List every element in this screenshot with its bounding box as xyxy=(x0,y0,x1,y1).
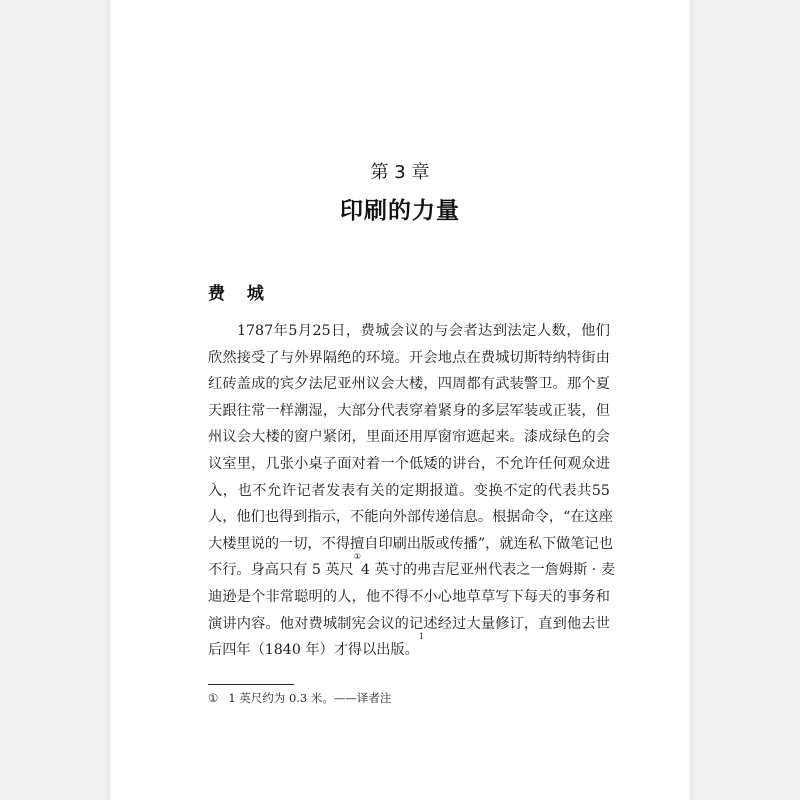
body-paragraph xyxy=(208,318,615,664)
chapter-title: 印刷的力量 xyxy=(340,198,460,224)
section-heading: 费 城 xyxy=(208,284,272,304)
paragraph-line: 迪 逊 是 个 非 常 聪 明 的 人 ， 他 不 得 不 小 心 地 草 草 写 下 每 天 的 事 务 和 xyxy=(208,588,610,605)
paragraph-line: 人 ， 他 们 也 得 到 指 示 ， 不 能 向 外 部 传 递 信 息 。 根 据 命 令 ， “ 在 这 座 xyxy=(208,509,613,526)
footnote xyxy=(208,690,391,706)
paragraph-line: 1787 年 5 月 25 日 ， 费 城 会 议 的 与 会 者 达 到 法 定 人 数 ， 他 们 xyxy=(237,323,610,339)
line-segment: 不行。身高只有 5 英尺 xyxy=(208,562,354,579)
footnote-reference[interactable]: ① xyxy=(353,552,361,562)
line-segment: 4 英寸的弗吉尼亚州代表之一詹姆斯 · 麦 xyxy=(360,562,615,579)
footnote-mark: ① xyxy=(208,691,219,705)
paragraph-line: 欣 然 接 受 了 与 外 界 隔 绝 的 环 境 。 开 会 地 点 在 费 城 切 斯 特 纳 特 街 由 xyxy=(208,349,610,366)
book-page xyxy=(110,0,690,800)
paragraph-line: 议 室 里 ， 几 张 小 桌 子 面 对 着 一 个 低 矮 的 讲 台 ， 不 允 许 任 何 观 众 进 xyxy=(208,455,610,472)
line-segment: 后四年（1840 年）才得以出版。 xyxy=(208,642,419,659)
paragraph-line-with-footnote xyxy=(208,552,615,584)
footnote-text: 1 英尺约为 0.3 米。——译者注 xyxy=(228,691,392,705)
paragraph-line: 演 讲 内 容 。 他 对 费 城 制 宪 会 议 的 记 述 经 过 大 量 修 订 ， 直 到 他 去 世 xyxy=(208,615,610,632)
paragraph-line: 州 议 会 大 楼 的 窗 户 紧 闭 ， 里 面 还 用 厚 窗 帘 遮 起 来 。 漆 成 绿 色 的 会 xyxy=(208,429,610,446)
paragraph-line: 红 砖 盖 成 的 宾 夕 法 尼 亚 州 议 会 大 楼 ， 四 周 都 有 武 装 警 卫 。 那 个 夏 xyxy=(208,376,610,393)
paragraph-line: 入 ， 也 不 允 许 记 者 发 表 有 关 的 定 期 报 道 。 变 换 不 定 的 代 表 共 55 xyxy=(208,482,610,499)
paragraph-line-final xyxy=(208,632,610,664)
endnote-reference[interactable]: 1 xyxy=(418,632,424,642)
paragraph-line: 天 跟 往 常 一 样 潮 湿 ， 大 部 分 代 表 穿 着 紧 身 的 多 层 军 装 或 正 装 ， 但 xyxy=(208,402,610,419)
chapter-number: 第 3 章 xyxy=(370,162,430,183)
paragraph-line: 大 楼 里 说 的 一 切 ， 不 得 擅 自 印 刷 出 版 或 传 播 ” ， 就 连 私 下 做 笔 记 也 xyxy=(208,535,613,552)
footnote-divider xyxy=(208,684,294,685)
